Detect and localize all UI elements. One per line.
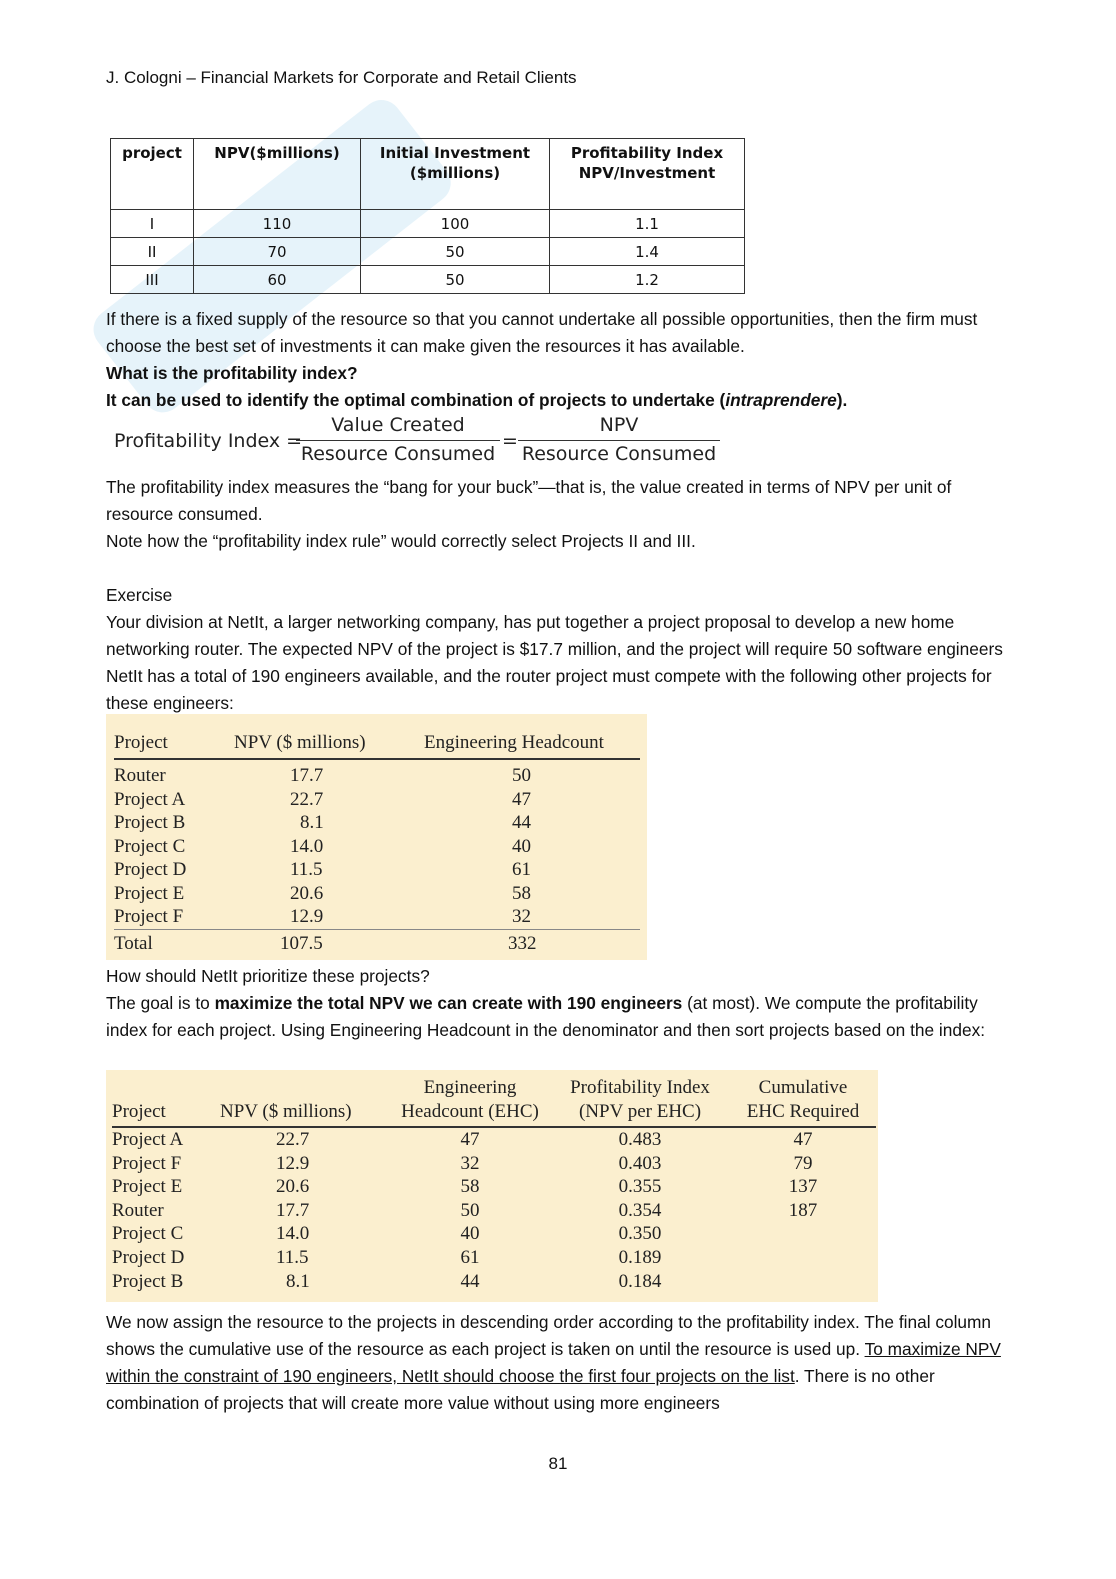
- table-row: [114, 811, 640, 835]
- table-cell: Project C: [112, 1223, 184, 1245]
- formula-denominator: Resource Consumed: [300, 443, 496, 465]
- table-header: project: [111, 139, 194, 210]
- table-cell: 110: [194, 210, 361, 238]
- question-heading: What is the profitability index?: [106, 363, 358, 383]
- table-header: Profitability Index (NPV per EHC): [550, 1070, 730, 1127]
- formula-fraction-2: [518, 414, 720, 465]
- paragraph: The goal is to maximize the total NPV we can create with 190 engineers (at most). We compute the profitability index for each project. Using Engineering Headcount in the denominator and then sort projects based on the index:: [106, 993, 986, 1040]
- formula-numerator: NPV: [518, 414, 720, 441]
- formula-fraction-1: [296, 414, 500, 465]
- exercise-title: Exercise: [106, 585, 173, 605]
- table-cell: 32: [512, 906, 531, 927]
- table-cell: 22.7: [276, 1129, 310, 1150]
- table-cell: 50: [361, 266, 550, 294]
- table-cell: 44: [460, 1270, 480, 1292]
- table-row: [112, 1270, 876, 1294]
- table-cell: 20.6: [290, 882, 324, 904]
- table-cell: 100: [361, 210, 550, 238]
- profitability-table: [110, 138, 745, 294]
- table-row: [111, 266, 745, 294]
- table-cell: Project C: [114, 835, 186, 857]
- table-row: [114, 905, 640, 929]
- table-cell: Total: [114, 929, 234, 958]
- table-header: Profitability Index NPV/Investment: [550, 139, 745, 210]
- table-cell: 0.354: [618, 1199, 662, 1221]
- table-cell: 47: [512, 788, 531, 810]
- formula-denominator: Resource Consumed: [521, 443, 717, 465]
- question-line: How should NetIt prioritize these projects?: [106, 966, 430, 986]
- table-cell: 8.1: [300, 812, 324, 833]
- paragraph: Note how the “profitability index rule” would correctly select Projects II and III.: [106, 531, 696, 551]
- table-cell: 61: [460, 1246, 480, 1268]
- table-cell: 137: [788, 1176, 818, 1198]
- table-cell: 1.1: [550, 210, 745, 238]
- table-row: [114, 882, 640, 906]
- table-cell: 60: [194, 266, 361, 294]
- table-cell: III: [111, 266, 194, 294]
- table-cell: 332: [424, 929, 640, 958]
- table-cell: 40: [512, 835, 531, 857]
- table-cell: 0.483: [618, 1129, 662, 1150]
- table-cell: 0.189: [618, 1246, 662, 1268]
- table-cell: 14.0: [290, 835, 324, 857]
- table-row: [114, 788, 640, 812]
- table-row: [112, 1127, 876, 1152]
- table-cell: 50: [460, 1199, 480, 1221]
- table-cell: Project F: [114, 906, 184, 927]
- table-header: NPV ($ millions): [234, 714, 424, 759]
- answer-line: It can be used to identify the optimal combination of projects to undertake (intraprendere).: [106, 390, 848, 410]
- table-row: [114, 858, 640, 882]
- table-cell: 0.184: [618, 1270, 662, 1292]
- table-cell: 44: [512, 812, 531, 833]
- table-cell: 14.0: [276, 1223, 310, 1245]
- table-cell: 20.6: [276, 1176, 310, 1198]
- table-row: [111, 210, 745, 238]
- table-header: Cumulative EHC Required: [730, 1070, 876, 1127]
- table-cell: Router: [112, 1199, 164, 1221]
- underlined-conclusion: To maximize NPV within the constraint of 190 engineers, NetIt should choose the first four projects on the list: [106, 1339, 1001, 1386]
- table-cell: 1.4: [550, 238, 745, 266]
- table-cell: 61: [512, 859, 531, 880]
- table-total-row: [114, 929, 640, 958]
- formula-numerator: Value Created: [296, 414, 500, 441]
- table-cell: Router: [114, 765, 166, 786]
- table-cell: Project E: [114, 882, 185, 904]
- table-cell: 58: [512, 882, 531, 904]
- paragraph: If there is a fixed supply of the resource so that you cannot undertake all possible opportunities, then the firm must choose the best set of investments it can make given the resources it has available.: [106, 309, 978, 356]
- sorted-profitability-table: [106, 1070, 878, 1302]
- formula-lhs: Profitability Index =: [114, 430, 303, 452]
- table-cell: 50: [512, 765, 531, 786]
- table-row: [112, 1175, 876, 1199]
- table-cell: I: [111, 210, 194, 238]
- table-cell: 11.5: [276, 1246, 309, 1268]
- table-header: Initial Investment ($millions): [361, 139, 550, 210]
- table-row: [114, 759, 640, 788]
- table-cell: Project D: [114, 859, 187, 880]
- table-row: [112, 1152, 876, 1176]
- table-row: [112, 1222, 876, 1246]
- formula-equals: =: [502, 430, 518, 452]
- engineering-headcount-table: [106, 714, 647, 960]
- page-number: 81: [548, 1454, 568, 1473]
- table-cell: 0.355: [618, 1176, 662, 1198]
- page-header: J. Cologni – Financial Markets for Corporate and Retail Clients: [106, 68, 577, 87]
- table-cell: 40: [460, 1223, 480, 1245]
- table-cell: 17.7: [290, 765, 324, 786]
- table-row: [111, 238, 745, 266]
- table-cell: 47: [793, 1129, 813, 1150]
- table-header: Project: [114, 714, 234, 759]
- table-cell: 12.9: [290, 906, 324, 927]
- table-header: NPV ($ millions): [220, 1070, 390, 1127]
- table-cell: 32: [460, 1152, 480, 1174]
- table-cell: [730, 1270, 876, 1294]
- table-cell: 12.9: [276, 1152, 310, 1174]
- table-cell: 187: [788, 1199, 818, 1221]
- table-cell: 79: [793, 1152, 813, 1174]
- table-row: [112, 1246, 876, 1270]
- table-cell: 11.5: [290, 859, 323, 880]
- table-header: Engineering Headcount (EHC): [390, 1070, 550, 1127]
- table-cell: 17.7: [276, 1199, 310, 1221]
- table-cell: 0.403: [618, 1152, 662, 1174]
- table-cell: Project D: [112, 1246, 185, 1268]
- table-cell: [730, 1246, 876, 1270]
- table-cell: 1.2: [550, 266, 745, 294]
- paragraph: We now assign the resource to the projects in descending order according to the profitability index. The final column shows the cumulative use of the resource as each project is taken on until the resource is used up. To maximize NPV within the constraint of 190 engineers, NetIt should choose the first four projects on the list. There is no other combination of projects that will create more value without using more engineers: [106, 1312, 1001, 1413]
- table-header: NPV($millions): [194, 139, 361, 210]
- table-cell: II: [111, 238, 194, 266]
- table-cell: 107.5: [234, 929, 424, 958]
- table-cell: Project A: [114, 788, 186, 810]
- paragraph: The profitability index measures the “bang for your buck”—that is, the value created in terms of NPV per unit of resource consumed.: [106, 477, 952, 524]
- table-cell: Project F: [112, 1152, 182, 1174]
- table-cell: Project A: [112, 1129, 184, 1150]
- table-cell: 0.350: [618, 1223, 662, 1245]
- table-header: Project: [112, 1070, 220, 1127]
- table-cell: Project B: [112, 1270, 184, 1292]
- table-cell: 22.7: [290, 788, 324, 810]
- table-cell: Project E: [112, 1176, 183, 1198]
- table-cell: 8.1: [286, 1270, 310, 1292]
- table-cell: Project B: [114, 812, 186, 833]
- table-cell: 47: [460, 1129, 480, 1150]
- table-cell: [730, 1222, 876, 1246]
- table-row: [114, 835, 640, 859]
- table-header: Engineering Headcount: [424, 714, 640, 759]
- table-cell: 58: [460, 1176, 480, 1198]
- table-cell: 70: [194, 238, 361, 266]
- table-row: [112, 1199, 876, 1223]
- exercise-text: Your division at NetIt, a larger networking company, has put together a project proposal to develop a new home networking router. The expected NPV of the project is $17.7 million, and the project will require 50 software engineers NetIt has a total of 190 engineers available, and the router project must compete with the following other projects for these engineers:: [106, 612, 1003, 713]
- table-cell: 50: [361, 238, 550, 266]
